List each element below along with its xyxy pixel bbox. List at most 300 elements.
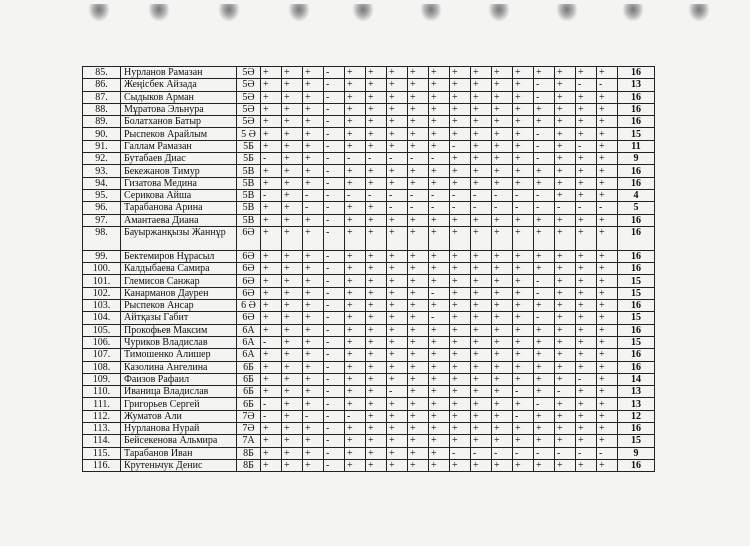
mark-cell: + <box>555 226 576 250</box>
mark-cell: - <box>324 336 345 348</box>
mark-cell: + <box>366 312 387 324</box>
mark-cell: + <box>366 423 387 435</box>
mark-cell: - <box>324 361 345 373</box>
mark-cell: + <box>513 128 534 140</box>
mark-cell: + <box>450 398 471 410</box>
mark-cell: + <box>303 67 324 79</box>
mark-cell: + <box>303 349 324 361</box>
mark-cell: + <box>534 349 555 361</box>
mark-cell: - <box>450 140 471 152</box>
mark-cell: + <box>408 459 429 471</box>
mark-cell: + <box>492 128 513 140</box>
mark-cell: + <box>408 361 429 373</box>
mark-cell: + <box>387 423 408 435</box>
mark-cell: - <box>534 275 555 287</box>
class-cell: 6Ә <box>237 263 261 275</box>
mark-cell: + <box>303 275 324 287</box>
table-row <box>83 189 655 201</box>
mark-cell: - <box>366 189 387 201</box>
total-score: 16 <box>618 67 655 79</box>
row-number: 109. <box>83 373 121 385</box>
mark-cell: + <box>303 361 324 373</box>
mark-cell: + <box>282 140 303 152</box>
mark-cell: + <box>597 312 618 324</box>
mark-cell: - <box>492 447 513 459</box>
mark-cell: + <box>429 361 450 373</box>
mark-cell: + <box>492 386 513 398</box>
mark-cell: + <box>408 275 429 287</box>
mark-cell: + <box>366 287 387 299</box>
mark-cell: + <box>471 91 492 103</box>
mark-cell: + <box>597 128 618 140</box>
punch-hole <box>488 4 510 22</box>
mark-cell: + <box>492 250 513 262</box>
mark-cell: + <box>408 386 429 398</box>
mark-cell: - <box>324 140 345 152</box>
mark-cell: + <box>534 324 555 336</box>
mark-cell: + <box>555 275 576 287</box>
row-number: 90. <box>83 128 121 140</box>
mark-cell: + <box>345 116 366 128</box>
mark-cell: + <box>576 386 597 398</box>
mark-cell: - <box>534 202 555 214</box>
mark-cell: + <box>450 300 471 312</box>
total-score: 16 <box>618 459 655 471</box>
mark-cell: + <box>366 91 387 103</box>
total-score: 9 <box>618 447 655 459</box>
mark-cell: + <box>471 214 492 226</box>
row-number: 105. <box>83 324 121 336</box>
mark-cell: - <box>324 103 345 115</box>
mark-cell: + <box>492 214 513 226</box>
mark-cell: + <box>597 300 618 312</box>
mark-cell: - <box>513 202 534 214</box>
mark-cell: + <box>513 263 534 275</box>
mark-cell: + <box>450 349 471 361</box>
mark-cell: + <box>555 189 576 201</box>
mark-cell: + <box>513 165 534 177</box>
mark-cell: + <box>576 263 597 275</box>
mark-cell: + <box>597 91 618 103</box>
punch-hole <box>88 4 110 22</box>
mark-cell: - <box>324 386 345 398</box>
mark-cell: + <box>597 398 618 410</box>
mark-cell: - <box>492 202 513 214</box>
mark-cell: + <box>366 140 387 152</box>
class-cell: 7Ә <box>237 410 261 422</box>
mark-cell: + <box>429 263 450 275</box>
mark-cell: - <box>597 447 618 459</box>
mark-cell: + <box>555 128 576 140</box>
mark-cell: + <box>429 165 450 177</box>
mark-cell: + <box>450 287 471 299</box>
mark-cell: + <box>534 250 555 262</box>
student-name: Тарабанов Иван <box>121 447 237 459</box>
mark-cell: + <box>513 459 534 471</box>
total-score: 16 <box>618 177 655 189</box>
mark-cell: + <box>261 361 282 373</box>
student-name: Бектемиров Нұрасыл <box>121 250 237 262</box>
mark-cell: + <box>534 214 555 226</box>
mark-cell: + <box>555 324 576 336</box>
mark-cell: + <box>303 336 324 348</box>
total-score: 15 <box>618 336 655 348</box>
mark-cell: + <box>387 214 408 226</box>
table-row <box>83 67 655 79</box>
mark-cell: - <box>450 447 471 459</box>
mark-cell: - <box>324 410 345 422</box>
mark-cell: + <box>303 103 324 115</box>
mark-cell: + <box>429 177 450 189</box>
mark-cell: + <box>576 128 597 140</box>
mark-cell: + <box>471 435 492 447</box>
punch-hole <box>688 4 710 22</box>
total-score: 16 <box>618 103 655 115</box>
mark-cell: - <box>387 189 408 201</box>
mark-cell: + <box>366 275 387 287</box>
total-score: 5 <box>618 202 655 214</box>
mark-cell: + <box>366 459 387 471</box>
mark-cell: + <box>450 250 471 262</box>
mark-cell: + <box>282 275 303 287</box>
mark-cell: + <box>513 103 534 115</box>
mark-cell: + <box>450 324 471 336</box>
class-cell: 5Ә <box>237 91 261 103</box>
row-number: 107. <box>83 349 121 361</box>
mark-cell: + <box>513 336 534 348</box>
mark-cell: + <box>534 410 555 422</box>
row-number: 99. <box>83 250 121 262</box>
mark-cell: + <box>303 459 324 471</box>
mark-cell: + <box>366 410 387 422</box>
mark-cell: - <box>345 410 366 422</box>
table-row <box>83 128 655 140</box>
mark-cell: + <box>303 435 324 447</box>
mark-cell: - <box>324 128 345 140</box>
mark-cell: + <box>450 153 471 165</box>
student-name: Мұратова Эльнура <box>121 103 237 115</box>
mark-cell: + <box>345 250 366 262</box>
mark-cell: - <box>576 202 597 214</box>
class-cell: 7А <box>237 435 261 447</box>
mark-cell: + <box>471 226 492 250</box>
mark-cell: + <box>345 423 366 435</box>
mark-cell: + <box>429 410 450 422</box>
mark-cell: + <box>471 361 492 373</box>
mark-cell: + <box>408 91 429 103</box>
mark-cell: + <box>471 423 492 435</box>
mark-cell: + <box>345 300 366 312</box>
mark-cell: + <box>261 300 282 312</box>
mark-cell: + <box>366 263 387 275</box>
mark-cell: - <box>534 189 555 201</box>
row-number: 108. <box>83 361 121 373</box>
mark-cell: + <box>450 79 471 91</box>
mark-cell: + <box>282 128 303 140</box>
mark-cell: - <box>324 423 345 435</box>
punch-hole <box>352 4 374 22</box>
class-cell: 6Б <box>237 361 261 373</box>
mark-cell: - <box>324 287 345 299</box>
row-number: 91. <box>83 140 121 152</box>
mark-cell: - <box>324 67 345 79</box>
mark-cell: + <box>387 177 408 189</box>
mark-cell: - <box>324 91 345 103</box>
mark-cell: + <box>303 250 324 262</box>
mark-cell: + <box>471 250 492 262</box>
mark-cell: + <box>597 435 618 447</box>
mark-cell: + <box>261 275 282 287</box>
mark-cell: + <box>345 373 366 385</box>
mark-cell: - <box>324 263 345 275</box>
mark-cell: + <box>555 336 576 348</box>
mark-cell: + <box>597 386 618 398</box>
mark-cell: + <box>429 386 450 398</box>
mark-cell: + <box>345 312 366 324</box>
mark-cell: + <box>555 398 576 410</box>
total-score: 16 <box>618 214 655 226</box>
student-name: Калдыбаева Самира <box>121 263 237 275</box>
mark-cell: + <box>597 189 618 201</box>
student-name: Жеңісбек Айзада <box>121 79 237 91</box>
mark-cell: + <box>555 300 576 312</box>
class-cell: 5В <box>237 189 261 201</box>
mark-cell: + <box>471 398 492 410</box>
mark-cell: + <box>261 324 282 336</box>
mark-cell: + <box>345 165 366 177</box>
mark-cell: + <box>492 410 513 422</box>
mark-cell: + <box>450 312 471 324</box>
mark-cell: + <box>471 177 492 189</box>
mark-cell: + <box>492 361 513 373</box>
mark-cell: + <box>282 410 303 422</box>
mark-cell: - <box>261 410 282 422</box>
mark-cell: + <box>471 300 492 312</box>
mark-cell: + <box>345 226 366 250</box>
mark-cell: + <box>303 398 324 410</box>
mark-cell: + <box>387 140 408 152</box>
class-cell: 5В <box>237 214 261 226</box>
mark-cell: + <box>408 263 429 275</box>
mark-cell: - <box>534 128 555 140</box>
mark-cell: + <box>471 287 492 299</box>
row-number: 106. <box>83 336 121 348</box>
mark-cell: + <box>450 361 471 373</box>
student-name: Бауыржанқызы Жаннұр <box>121 226 237 250</box>
student-name: Григорьев Сергей <box>121 398 237 410</box>
student-name: Рыспеков Ансар <box>121 300 237 312</box>
mark-cell: + <box>366 336 387 348</box>
punch-hole <box>148 4 170 22</box>
mark-cell: + <box>513 226 534 250</box>
mark-cell: - <box>471 202 492 214</box>
class-cell: 5 Ә <box>237 128 261 140</box>
mark-cell: - <box>576 373 597 385</box>
mark-cell: + <box>597 165 618 177</box>
mark-cell: + <box>492 226 513 250</box>
mark-cell: + <box>387 250 408 262</box>
mark-cell: + <box>576 67 597 79</box>
mark-cell: + <box>366 165 387 177</box>
mark-cell: + <box>576 435 597 447</box>
mark-cell: + <box>282 447 303 459</box>
mark-cell: + <box>597 275 618 287</box>
row-number: 92. <box>83 153 121 165</box>
mark-cell: + <box>576 189 597 201</box>
mark-cell: + <box>282 349 303 361</box>
mark-cell: + <box>408 300 429 312</box>
mark-cell: + <box>513 287 534 299</box>
mark-cell: + <box>282 91 303 103</box>
mark-cell: + <box>303 214 324 226</box>
mark-cell: + <box>387 336 408 348</box>
mark-cell: + <box>534 459 555 471</box>
mark-cell: + <box>408 447 429 459</box>
class-cell: 7Ә <box>237 423 261 435</box>
mark-cell: + <box>408 226 429 250</box>
mark-cell: + <box>450 373 471 385</box>
mark-cell: + <box>513 300 534 312</box>
mark-cell: + <box>345 287 366 299</box>
row-number: 93. <box>83 165 121 177</box>
mark-cell: + <box>261 128 282 140</box>
mark-cell: + <box>429 300 450 312</box>
mark-cell: + <box>492 324 513 336</box>
mark-cell: + <box>597 373 618 385</box>
mark-cell: + <box>492 177 513 189</box>
total-score: 16 <box>618 263 655 275</box>
mark-cell: + <box>345 398 366 410</box>
mark-cell: + <box>303 263 324 275</box>
mark-cell: + <box>387 312 408 324</box>
mark-cell: - <box>555 202 576 214</box>
mark-cell: + <box>576 324 597 336</box>
mark-cell: + <box>576 250 597 262</box>
mark-cell: + <box>261 177 282 189</box>
mark-cell: + <box>555 91 576 103</box>
mark-cell: + <box>303 300 324 312</box>
mark-cell: + <box>513 361 534 373</box>
mark-cell: + <box>366 300 387 312</box>
mark-cell: + <box>408 349 429 361</box>
mark-cell: + <box>282 423 303 435</box>
mark-cell: + <box>345 67 366 79</box>
mark-cell: + <box>387 361 408 373</box>
mark-cell: + <box>555 263 576 275</box>
mark-cell: + <box>261 214 282 226</box>
mark-cell: + <box>366 226 387 250</box>
table-row <box>83 336 655 348</box>
mark-cell: + <box>471 336 492 348</box>
mark-cell: + <box>555 287 576 299</box>
mark-cell: + <box>408 140 429 152</box>
mark-cell: + <box>261 116 282 128</box>
mark-cell: + <box>282 300 303 312</box>
mark-cell: + <box>471 459 492 471</box>
mark-cell: - <box>429 153 450 165</box>
mark-cell: + <box>534 116 555 128</box>
mark-cell: + <box>282 435 303 447</box>
mark-cell: + <box>576 361 597 373</box>
student-name: Болатханов Батыр <box>121 116 237 128</box>
student-name: Нурланов Рамазан <box>121 67 237 79</box>
mark-cell: - <box>324 250 345 262</box>
mark-cell: + <box>429 79 450 91</box>
mark-cell: + <box>261 263 282 275</box>
total-score: 13 <box>618 386 655 398</box>
mark-cell: - <box>576 140 597 152</box>
table-row <box>83 140 655 152</box>
mark-cell: + <box>555 349 576 361</box>
mark-cell: + <box>450 214 471 226</box>
mark-cell: + <box>366 177 387 189</box>
mark-cell: + <box>282 386 303 398</box>
mark-cell: + <box>492 140 513 152</box>
mark-cell: + <box>366 214 387 226</box>
mark-cell: + <box>534 361 555 373</box>
mark-cell: + <box>450 386 471 398</box>
mark-cell: + <box>408 103 429 115</box>
mark-cell: - <box>576 79 597 91</box>
table-row <box>83 349 655 361</box>
row-number: 116. <box>83 459 121 471</box>
mark-cell: + <box>282 459 303 471</box>
mark-cell: - <box>324 349 345 361</box>
table-row <box>83 79 655 91</box>
mark-cell: - <box>324 214 345 226</box>
mark-cell: + <box>282 226 303 250</box>
mark-cell: - <box>555 386 576 398</box>
mark-cell: - <box>408 153 429 165</box>
mark-cell: + <box>555 67 576 79</box>
mark-cell: + <box>429 275 450 287</box>
mark-cell: + <box>534 177 555 189</box>
mark-cell: + <box>261 386 282 398</box>
mark-cell: + <box>597 263 618 275</box>
mark-cell: + <box>282 153 303 165</box>
mark-cell: - <box>303 410 324 422</box>
mark-cell: + <box>387 447 408 459</box>
total-score: 4 <box>618 189 655 201</box>
mark-cell: + <box>597 250 618 262</box>
mark-cell: + <box>261 250 282 262</box>
mark-cell: + <box>429 103 450 115</box>
mark-cell: + <box>282 373 303 385</box>
mark-cell: - <box>324 435 345 447</box>
mark-cell: + <box>492 398 513 410</box>
mark-cell: + <box>597 349 618 361</box>
total-score: 13 <box>618 79 655 91</box>
mark-cell: - <box>261 398 282 410</box>
mark-cell: + <box>576 349 597 361</box>
mark-cell: + <box>576 165 597 177</box>
table-row <box>83 226 655 250</box>
mark-cell: + <box>471 386 492 398</box>
mark-cell: + <box>387 398 408 410</box>
punch-hole <box>420 4 442 22</box>
student-name: Прокофьев Максим <box>121 324 237 336</box>
row-number: 100. <box>83 263 121 275</box>
mark-cell: + <box>408 128 429 140</box>
mark-cell: + <box>555 165 576 177</box>
mark-cell: + <box>282 250 303 262</box>
mark-cell: + <box>303 153 324 165</box>
table-row <box>83 373 655 385</box>
mark-cell: + <box>597 226 618 250</box>
mark-cell: + <box>429 214 450 226</box>
mark-cell: + <box>492 349 513 361</box>
mark-cell: + <box>534 435 555 447</box>
